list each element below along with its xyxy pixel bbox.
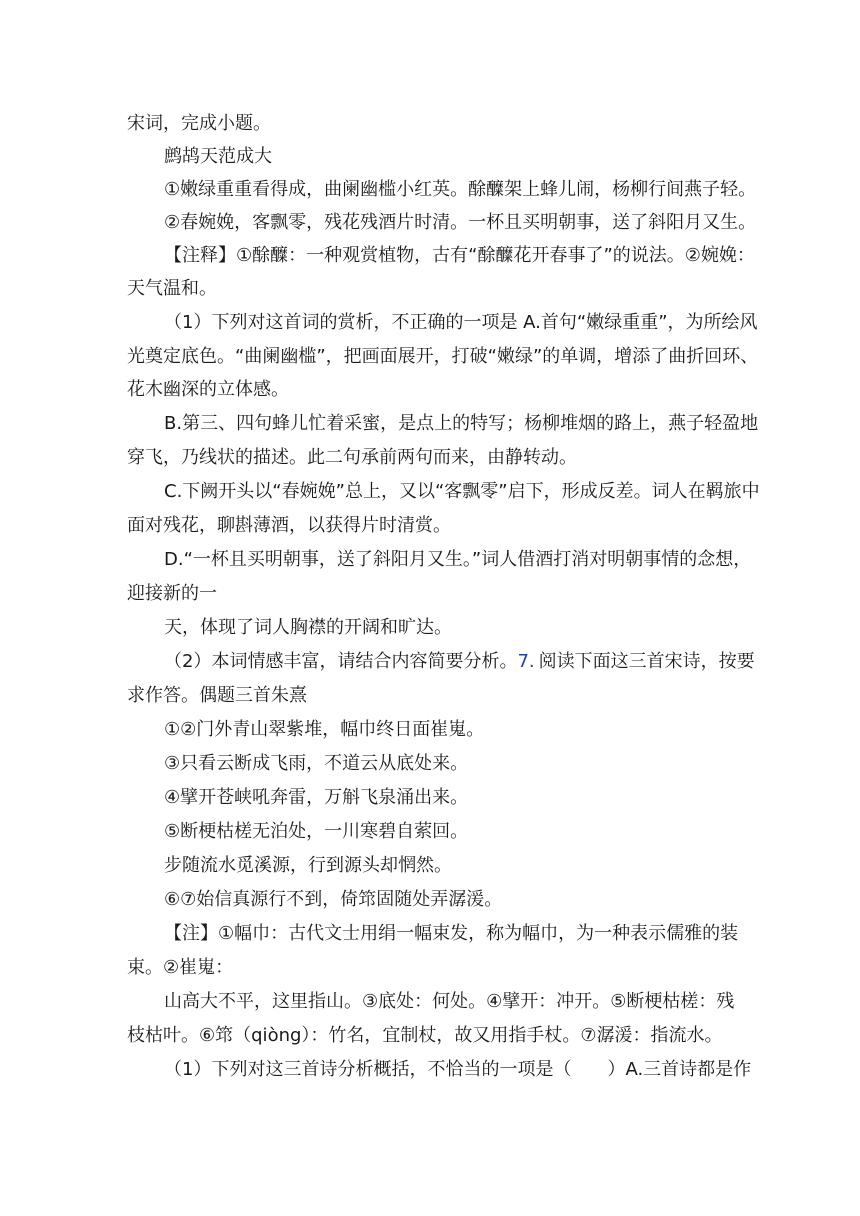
text-line: 天，体现了词人胸襟的开阔和旷达。 (164, 617, 452, 638)
text-line: 花木幽深的立体感。 (127, 379, 289, 400)
question-number: 7. (517, 651, 535, 672)
question-line (164, 650, 860, 674)
poem-line: ⑤断梗枯槎无泊处，一川寒碧自萦回。 (164, 821, 469, 842)
option-b-line: B.第三、四句蜂儿忙着采蜜，是点上的特写；杨柳堆烟的路上，燕子轻盈地 (164, 413, 759, 434)
text-line: 天气温和。 (127, 278, 217, 299)
text-line: 面对残花，聊斟薄酒，以获得片时清赏。 (127, 515, 451, 536)
poem-line: 步随流水觅溪源，行到源头却惘然。 (164, 855, 452, 876)
text-line: 【注释】①酴醾：一种观赏植物，古有“酴醾花开春事了”的说法。②婉娩： (164, 245, 755, 266)
question-line: （1）下列对这首词的赏析，不正确的一项是 A.首句“嫩绿重重”，为所绘风 (164, 312, 758, 333)
text-line: 宋词，完成小题。 (127, 113, 271, 134)
poem-line: ③只看云断成飞雨，不道云从底处来。 (164, 753, 469, 774)
question-text: 阅读下面这三首宋诗，按要 (538, 651, 755, 672)
text-line: ①嫩绿重重看得成，曲阑幽槛小红英。酴醾架上蜂儿闹，杨柳行间燕子轻。 (164, 179, 757, 200)
poem-line: ⑥⑦始信真源行不到，倚筇固随处弄潺湲。 (164, 889, 503, 910)
text-line: 穿飞，乃线状的描述。此二句承前两句而来，由静转动。 (127, 447, 577, 468)
note-line: 枝枯叶。⑥筇（qiòng）：竹名，宜制杖，故又用指手杖。⑦潺湲：指流水。 (127, 1025, 723, 1046)
option-c-line: C.下阙开头以“春婉娩”总上，又以“客飘零”启下，形成反差。词人在羁旅中 (164, 481, 760, 502)
option-d-line: D.“一杯且买明朝事，送了斜阳月又生。”词人借酒打消对明朝事情的念想， (164, 549, 752, 570)
text-line: 光奠定底色。“曲阑幽槛”，把画面展开，打破“嫩绿”的单调，增添了曲折回环、 (127, 346, 759, 367)
poem-line: ①②门外青山翠紫堆，幅巾终日面崔嵬。 (164, 719, 485, 740)
note-line: 【注】①幅巾：古代文士用绢一幅束发，称为幅巾，为一种表示儒雅的装 (164, 923, 739, 944)
note-line: 束。②崔嵬： (127, 957, 234, 978)
note-line: 山高大不平，这里指山。③底处：何处。④擘开：冲开。⑤断梗枯槎：残 (164, 991, 735, 1012)
text-line: 求作答。偶题三首朱熹 (127, 685, 307, 706)
text-line: ②春婉娩，客飘零，残花残酒片时清。一杯且买明朝事，送了斜阳月又生。 (164, 212, 757, 233)
text-line: 迎接新的一 (127, 583, 217, 604)
poem-line: ④擘开苍峡吼奔雷，万斛飞泉涌出来。 (164, 787, 469, 808)
question-text: （2）本词情感丰富，请结合内容简要分析。 (164, 651, 518, 672)
poem-title: 鹧鸪天范成大 (164, 146, 272, 167)
question-line: （1）下列对这三首诗分析概括，不恰当的一项是（ ）A.三首诗都是作 (164, 1059, 752, 1080)
